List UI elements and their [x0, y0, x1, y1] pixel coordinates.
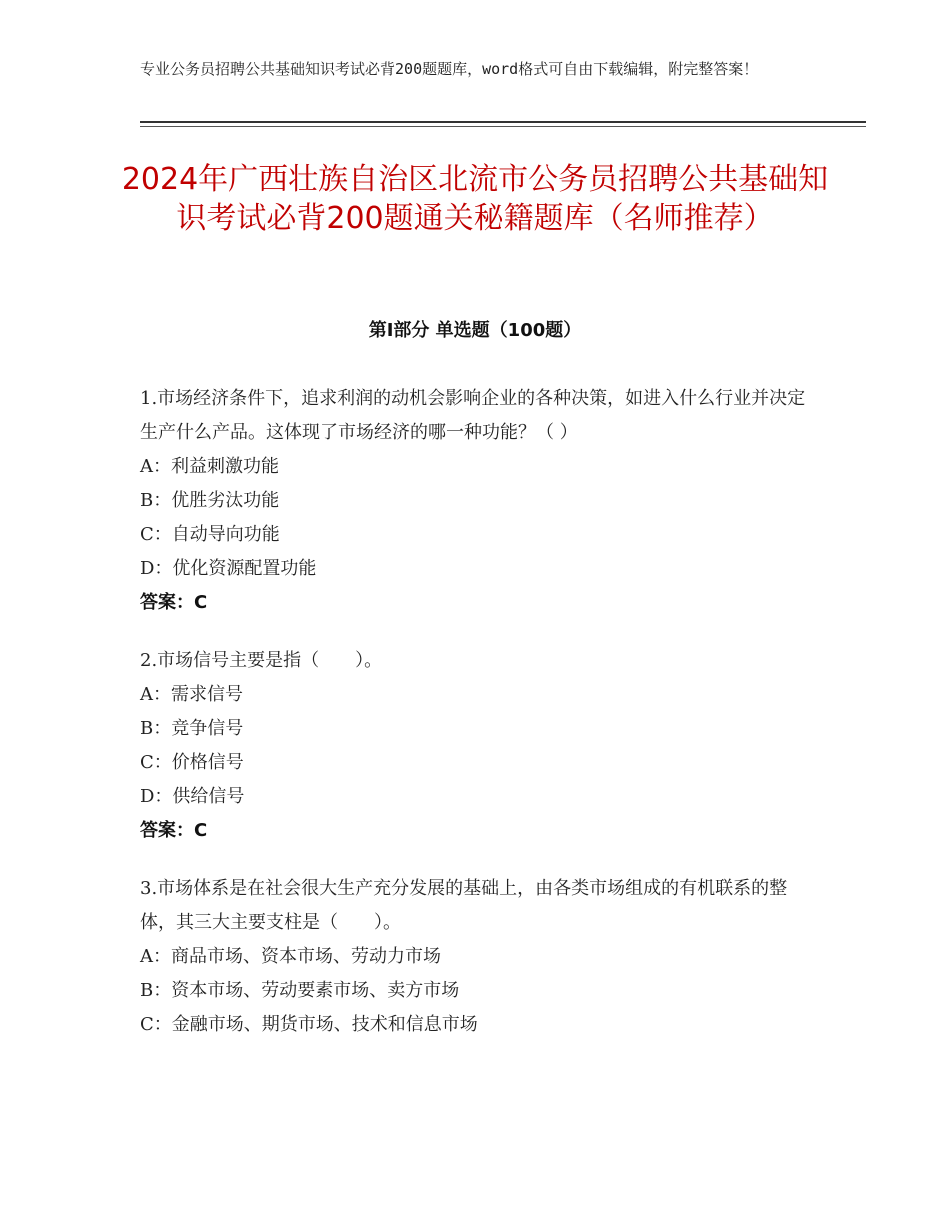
question-option: A：利益刺激功能	[140, 456, 279, 477]
question-option: B：资本市场、劳动要素市场、卖方市场	[140, 980, 460, 1001]
question-option: B：竞争信号	[140, 718, 244, 739]
header-note: 专业公务员招聘公共基础知识考试必背200题题库，word格式可自由下载编辑，附完整答案！	[140, 60, 759, 78]
question-2	[140, 644, 810, 848]
question-option: A：需求信号	[140, 684, 243, 705]
question-3	[140, 872, 810, 1042]
question-answer: 答案：C	[140, 820, 208, 841]
section-title: 第Ⅰ部分 单选题（100题）	[368, 320, 582, 341]
question-option: C：自动导向功能	[140, 524, 280, 545]
question-option: A：商品市场、资本市场、劳动力市场	[140, 946, 441, 967]
question-stem: 3.市场体系是在社会很大生产充分发展的基础上，由各类市场组成的有机联系的整体，其三大主要支柱是（ ）。	[140, 878, 788, 933]
question-stem: 2.市场信号主要是指（ ）。	[140, 650, 383, 671]
header-rule-thin	[140, 126, 866, 127]
question-list	[140, 382, 810, 1066]
question-stem: 1.市场经济条件下，追求利润的动机会影响企业的各种决策，如进入什么行业并决定生产什么产品。这体现了市场经济的哪一种功能？（ ）	[140, 388, 806, 443]
question-option: C：价格信号	[140, 752, 244, 773]
question-option: C：金融市场、期货市场、技术和信息市场	[140, 1014, 478, 1035]
question-option: D：优化资源配置功能	[140, 558, 317, 579]
question-1	[140, 382, 810, 620]
header-rule-thick	[140, 121, 866, 123]
question-option: D：供给信号	[140, 786, 245, 807]
question-answer: 答案：C	[140, 592, 208, 613]
question-option: B：优胜劣汰功能	[140, 490, 280, 511]
document-title: 2024年广西壮族自治区北流市公务员招聘公共基础知识考试必背200题通关秘籍题库（名师推荐）	[121, 162, 829, 236]
